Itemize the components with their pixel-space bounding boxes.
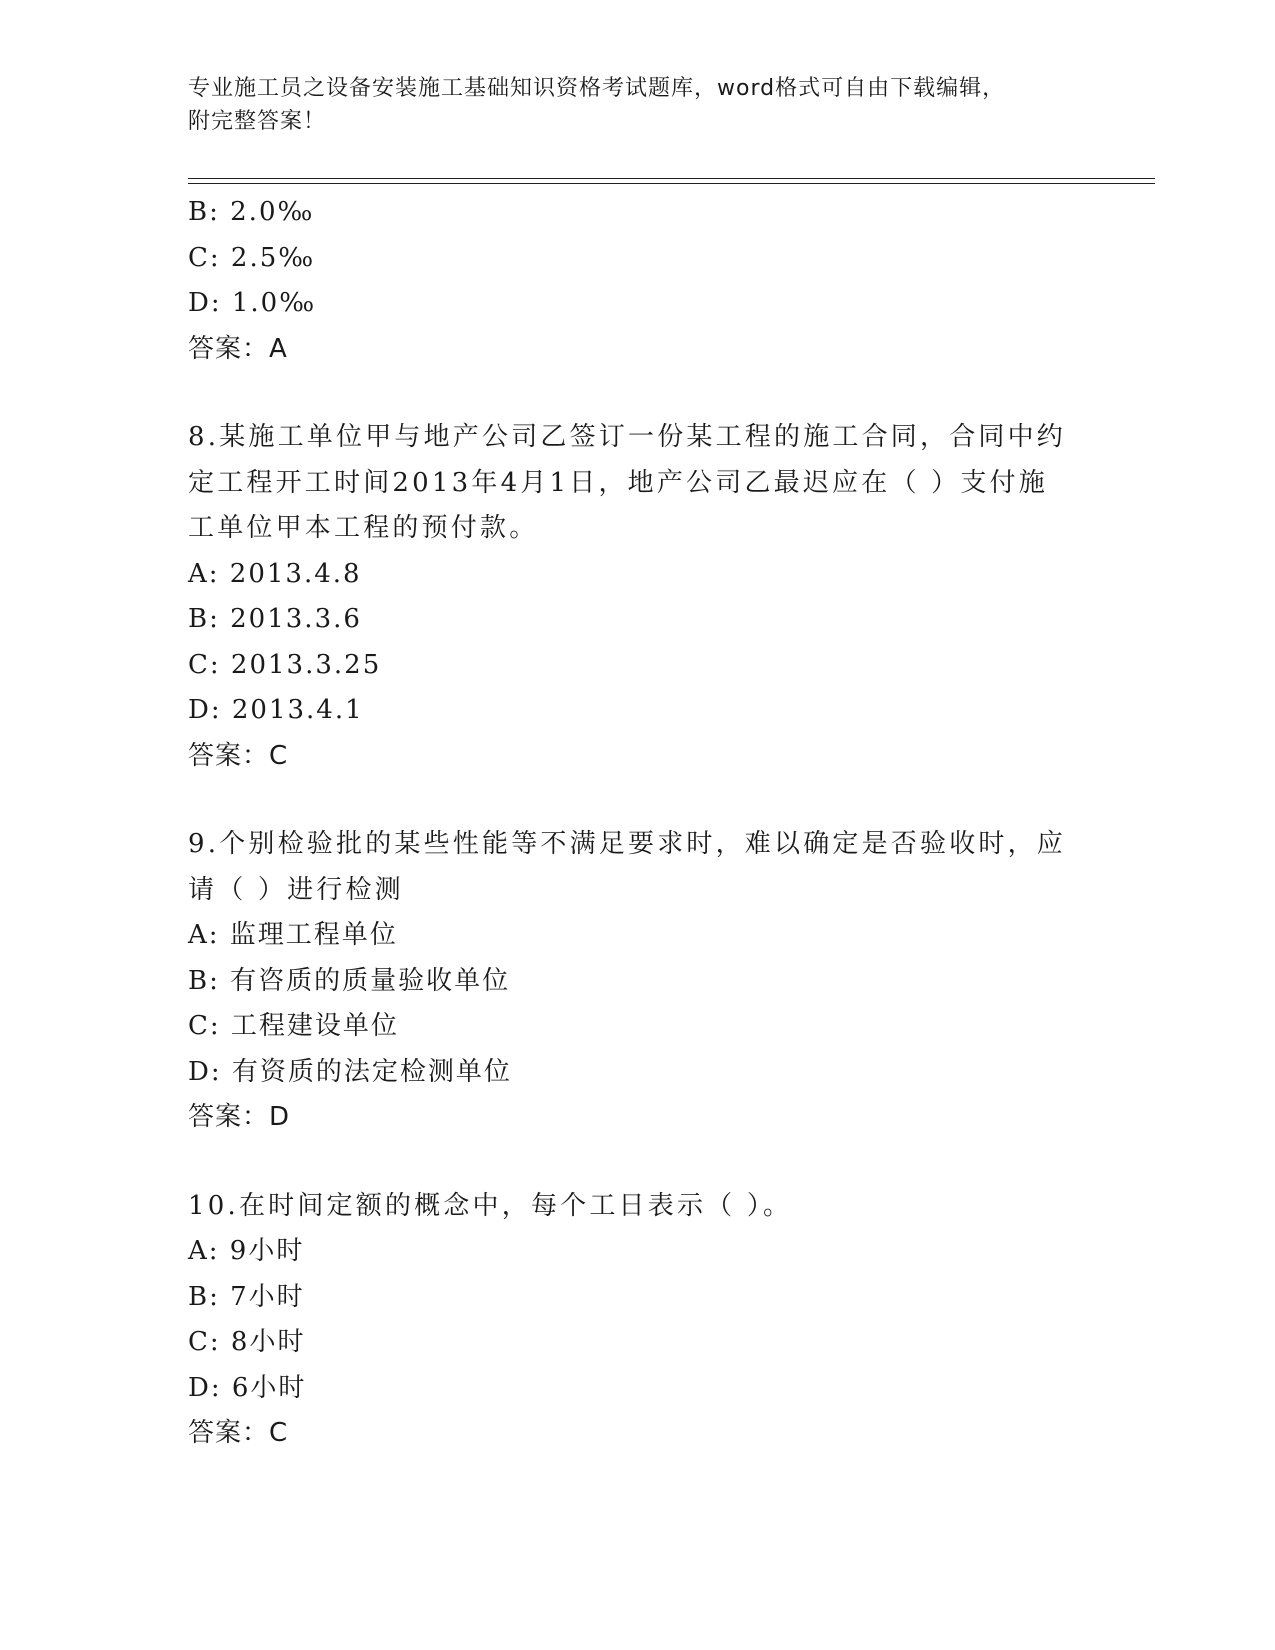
header-line-1: 专业施工员之设备安装施工基础知识资格考试题库，word格式可自由下载编辑， <box>188 76 1006 101</box>
question-list <box>188 190 1068 1457</box>
question-text <box>188 415 1068 552</box>
option-b: B: 7小时 <box>188 1281 305 1312</box>
answer-line: 答案：C <box>188 740 289 771</box>
option-b: B: 有咨质的质量验收单位 <box>188 965 511 996</box>
answer-line: 答案：A <box>188 333 288 364</box>
option-c: C: 2.5‰ <box>188 242 316 273</box>
option-c: C: 2013.3.25 <box>188 649 382 680</box>
option-c: C: 8小时 <box>188 1327 306 1357</box>
question-text-line: 请（ ）进行检测 <box>188 874 404 905</box>
option-b: B: 2013.3.6 <box>188 604 362 634</box>
question-8 <box>188 415 1068 779</box>
option-d: D: 2013.4.1 <box>188 695 364 725</box>
question-text-line: 定工程开工时间2013年4月1日，地产公司乙最迟应在（ ）支付施 <box>188 467 1048 498</box>
option-a: A: 监理工程单位 <box>188 920 398 950</box>
option-a: A: 2013.4.8 <box>188 558 362 589</box>
option-d: D: 1.0‰ <box>188 288 317 318</box>
question-text-line: 8.某施工单位甲与地产公司乙签订一份某工程的施工合同，合同中约 <box>188 422 1067 452</box>
question-text-line: 工单位甲本工程的预付款。 <box>188 513 539 543</box>
question-10 <box>188 1184 1068 1457</box>
answer-line: 答案：C <box>188 1418 289 1448</box>
option-c: C: 工程建设单位 <box>188 1011 399 1041</box>
document-header <box>188 72 1068 138</box>
header-divider-bottom <box>188 183 1155 184</box>
header-line-2: 附完整答案！ <box>188 109 327 134</box>
question-text-line: 9.个别检验批的某些性能等不满足要求时，难以确定是否验收时，应 <box>188 829 1067 859</box>
answer-line: 答案：D <box>188 1102 291 1132</box>
header-divider-top <box>188 178 1155 179</box>
question-fragment <box>188 190 1068 372</box>
question-text <box>188 1184 1068 1230</box>
question-text <box>188 822 1068 913</box>
option-d: D: 6小时 <box>188 1372 307 1403</box>
question-text-line: 10.在时间定额的概念中，每个工日表示（ ）。 <box>188 1190 793 1221</box>
option-d: D: 有资质的法定检测单位 <box>188 1056 512 1087</box>
question-9 <box>188 822 1068 1141</box>
option-b: B: 2.0‰ <box>188 197 315 227</box>
option-a: A: 9小时 <box>188 1236 305 1266</box>
